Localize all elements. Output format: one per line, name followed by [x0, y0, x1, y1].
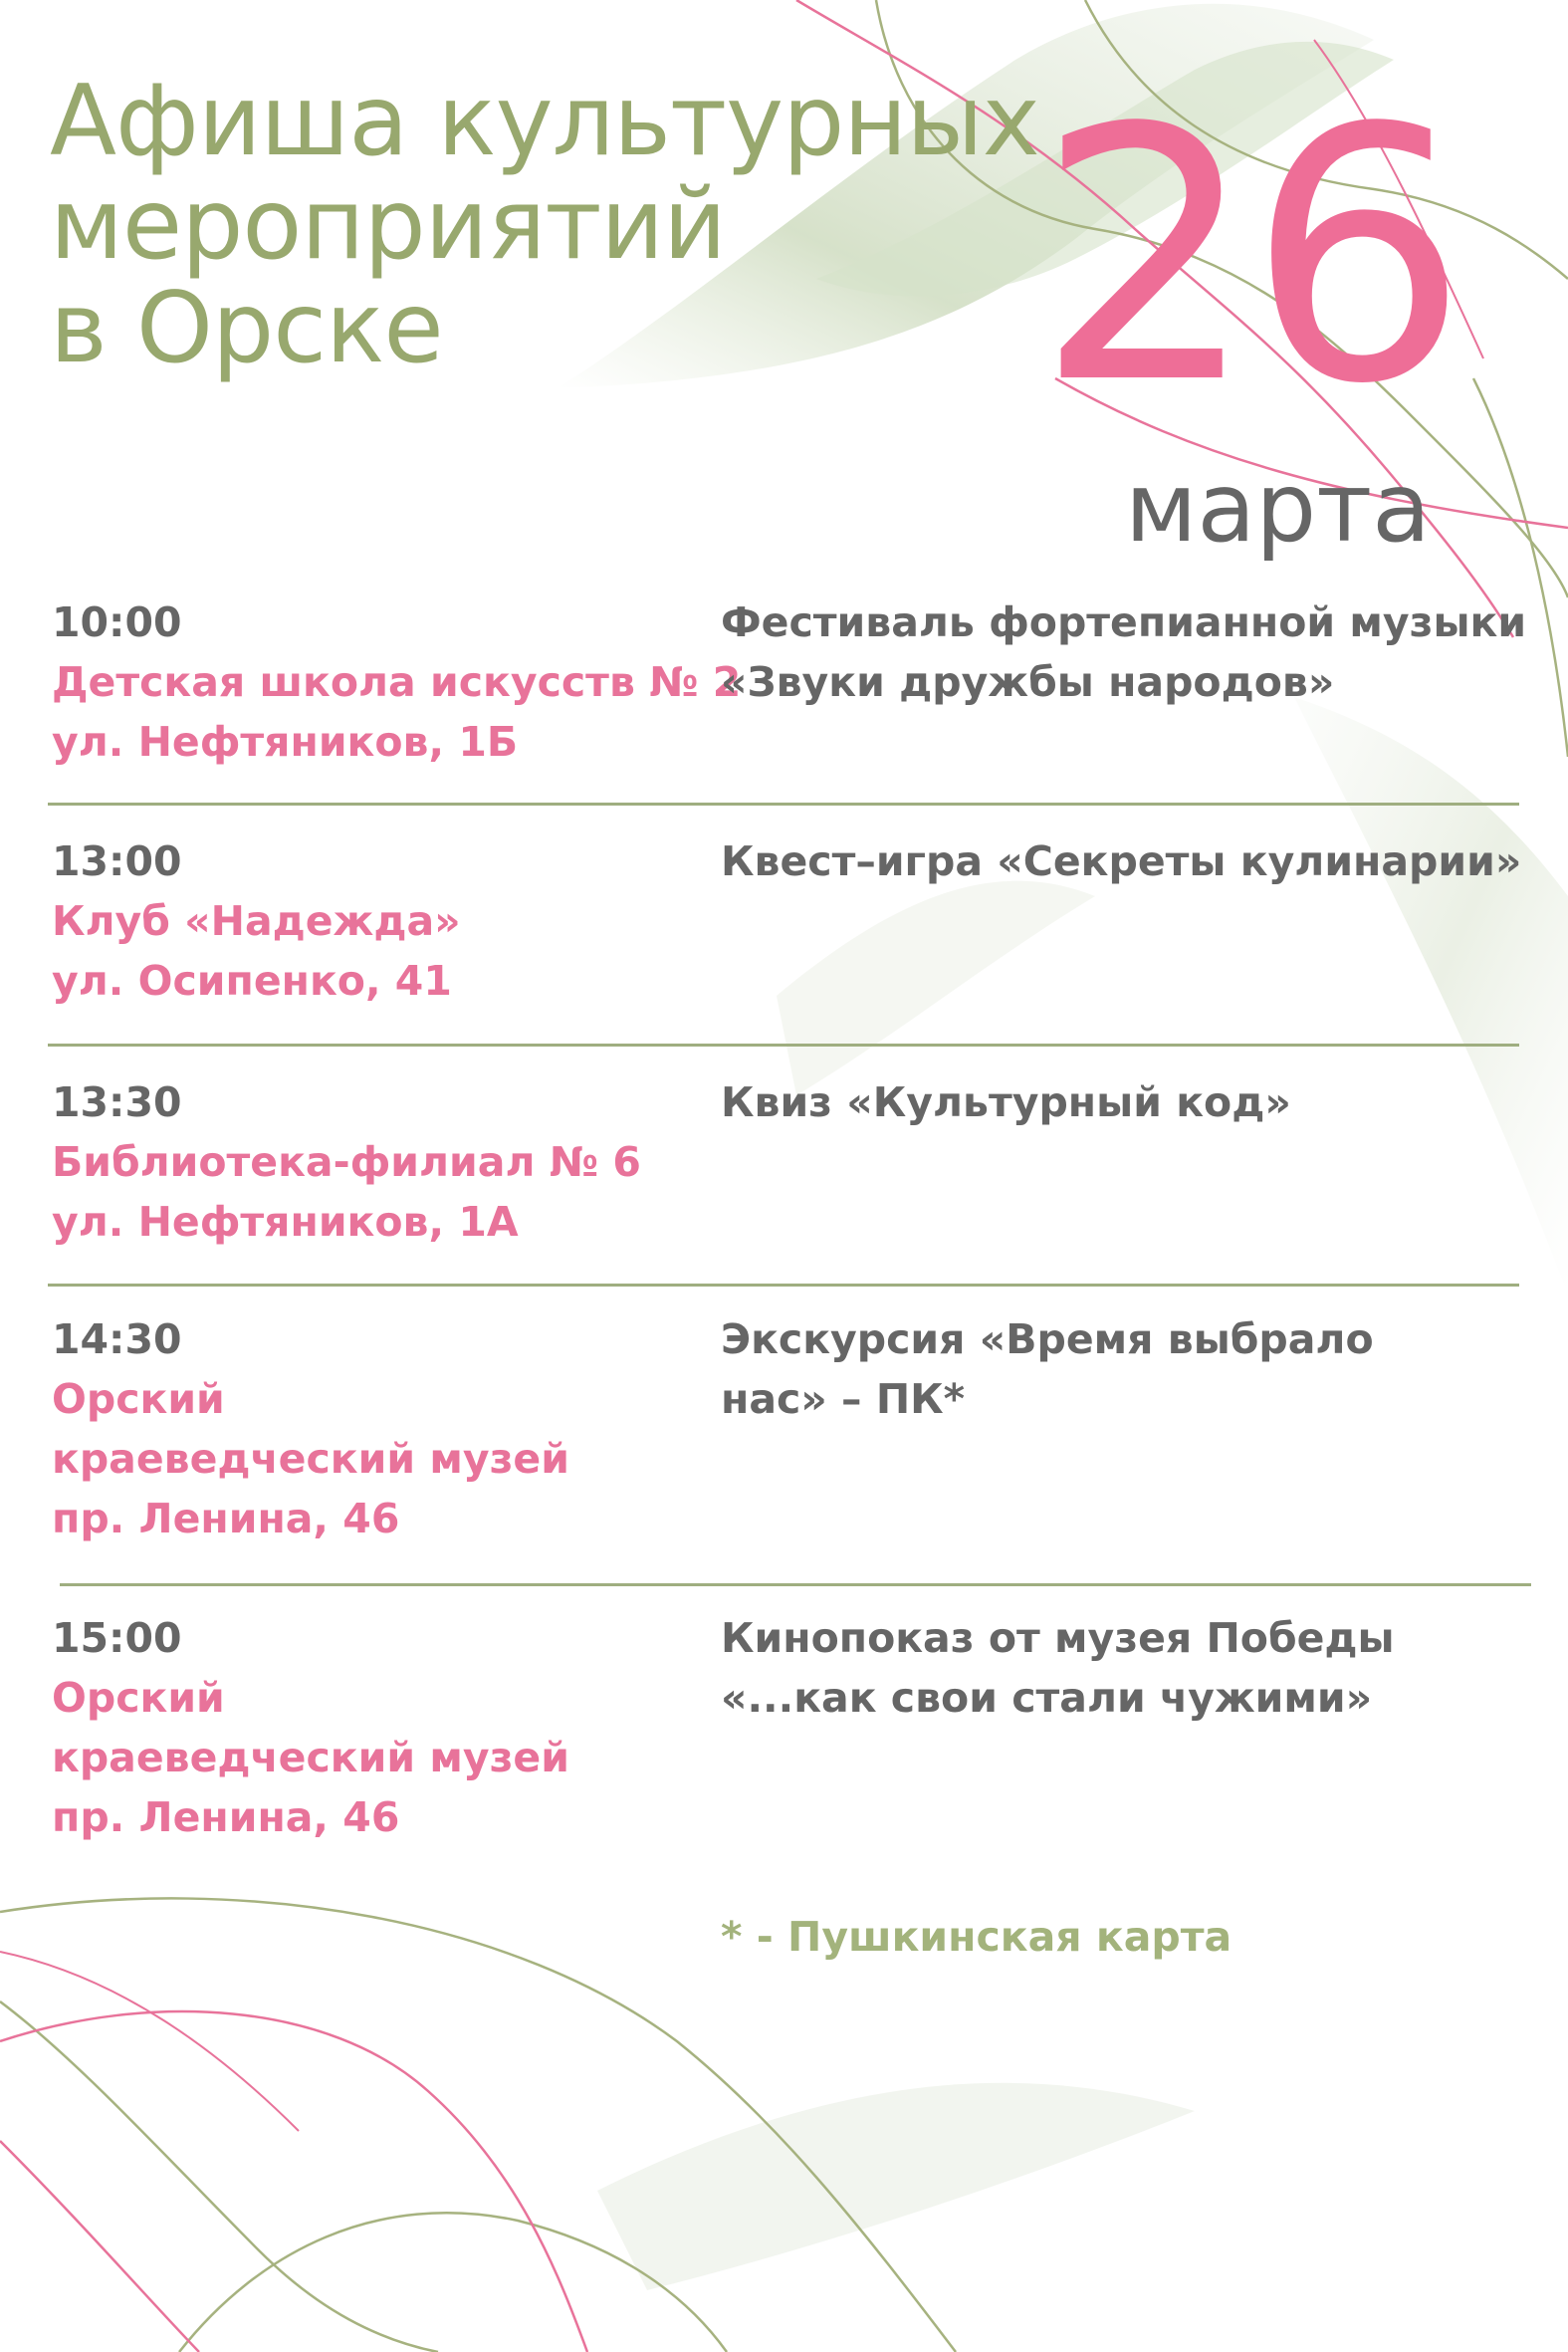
event-info: [52, 1309, 689, 1548]
event-title-line: «Звуки дружбы народов»: [721, 658, 1335, 706]
brush-stroke-mid: [777, 881, 1095, 1095]
event-place-line: ул. Нефтяников, 1Б: [52, 718, 519, 766]
event-title: [721, 592, 1537, 712]
date-month: марта: [1125, 452, 1431, 564]
event-info: [52, 831, 689, 1011]
event-title: [721, 831, 1537, 891]
curve-pink-bottom-1: [0, 2011, 587, 2352]
event-title-line: нас» – ПК*: [721, 1375, 966, 1423]
event-title-line: Фестиваль фортепианной музыки: [721, 598, 1527, 646]
event-place-line: Детская школа искусств № 2: [52, 658, 742, 706]
divider: [48, 803, 1519, 806]
event-title: [721, 1608, 1537, 1728]
event-time: 13:00: [52, 837, 182, 885]
event-place-line: пр. Ленина, 46: [52, 1495, 400, 1542]
divider: [48, 1044, 1519, 1047]
event-time: 15:00: [52, 1614, 182, 1662]
event-time: 10:00: [52, 598, 182, 646]
footnote: * - Пушкинская карта: [721, 1913, 1232, 1961]
page-title: [50, 65, 1039, 385]
curve-pink-bottom-3: [0, 1952, 299, 2131]
event-time: 13:30: [52, 1078, 182, 1126]
event-place-line: Клуб «Надежда»: [52, 897, 461, 945]
event-place-line: пр. Ленина, 46: [52, 1793, 400, 1841]
event-title-line: Экскурсия «Время выбрало: [721, 1315, 1374, 1363]
divider: [60, 1583, 1531, 1586]
event-place-line: Библиотека-филиал № 6: [52, 1138, 641, 1186]
event-place-line: Орский: [52, 1375, 225, 1423]
title-line-3: в Орске: [50, 272, 443, 385]
event-info: [52, 1072, 689, 1252]
event-title-line: «...как свои стали чужими»: [721, 1674, 1373, 1722]
event-place-line: Орский: [52, 1674, 225, 1722]
event-place-line: краеведческий музей: [52, 1435, 569, 1483]
event-info: [52, 592, 742, 772]
event-title-line: Квест–игра «Секреты кулинарии»: [721, 837, 1522, 885]
event-title-line: Кинопоказ от музея Победы: [721, 1614, 1395, 1662]
date-day: 26: [1035, 54, 1459, 460]
event-title: [721, 1309, 1537, 1429]
brush-stroke-right: [1294, 697, 1568, 1294]
brush-stroke-bottom: [597, 2083, 1195, 2290]
event-place-line: ул. Нефтяников, 1А: [52, 1198, 519, 1246]
divider: [48, 1284, 1519, 1287]
curve-pink-bottom-2: [0, 2141, 199, 2352]
event-time: 14:30: [52, 1315, 182, 1363]
event-place-line: ул. Осипенко, 41: [52, 957, 452, 1005]
title-line-1: Афиша культурных: [50, 65, 1039, 178]
event-info: [52, 1608, 689, 1847]
event-title: [721, 1072, 1537, 1132]
event-title-line: Квиз «Культурный код»: [721, 1078, 1291, 1126]
title-line-2: мероприятий: [50, 168, 726, 282]
event-place-line: краеведческий музей: [52, 1734, 569, 1781]
